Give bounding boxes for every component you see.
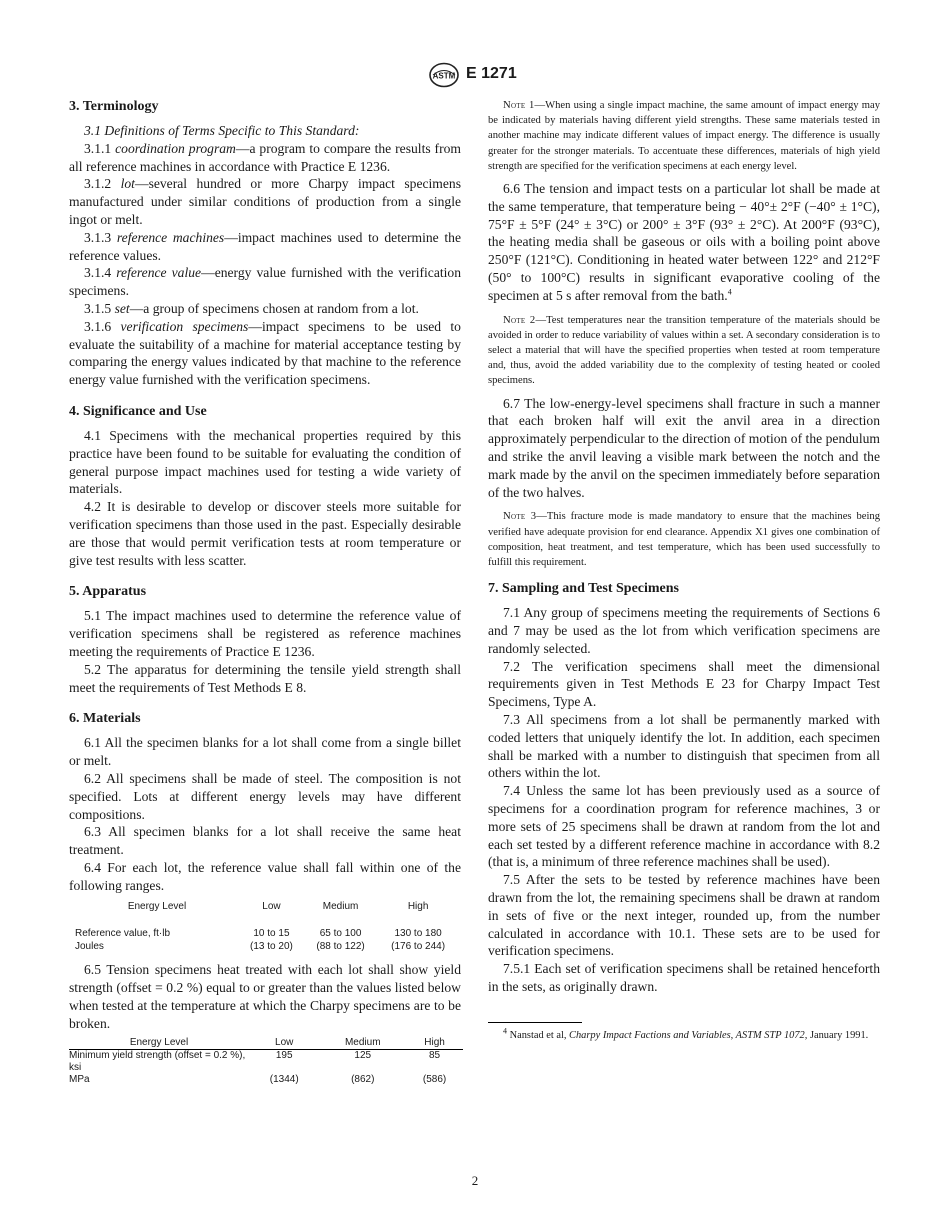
table-cell: 195 [275, 1049, 293, 1061]
note-2: Note 2—Test temperatures near the transition temperature of the materials should be avoided in order to reduce variability of values within a set. A secondary consideration is to select a material that will have the specified properties when tested at room temperature and, thus, avoid the added variability due to the complexity of testing heated or cooled specimens. [488, 314, 880, 387]
section-6-heading: 6. Materials [69, 711, 141, 727]
paragraph-6-2: 6.2 All specimens shall be made of steel. The composition is not specified. Lots at different energy levels may have different compositions. [69, 770, 461, 822]
paragraph-3-1-5: 3.1.5 set—a group of specimens chosen at random from a lot. [84, 300, 419, 316]
table-cell: MPa [69, 1073, 90, 1085]
paragraph-7-3: 7.3 All specimens from a lot shall be permanently marked with coded letters that uniquely identify the lot. In addition, each specimen shall be marked with a number to distinguish that specimen from all others within the lot. [488, 711, 880, 781]
table-row [69, 940, 459, 953]
paragraph-6-3: 6.3 All specimen blanks for a lot shall receive the same heat treatment. [69, 824, 461, 858]
paragraph-5-1: 5.1 The impact machines used to determine the reference value of verification specimens shall be registered as reference machines meeting the requirements of Practice E 1236. [69, 608, 461, 659]
table-header-cell: High [406, 1037, 463, 1050]
yield-strength-table [69, 1037, 463, 1086]
paragraph-6-4: 6.4 For each lot, the reference value shall fall within one of the following ranges. [69, 859, 461, 893]
energy-range-table [69, 900, 459, 953]
astm-logo-icon [428, 62, 460, 88]
table-row [69, 1074, 463, 1086]
table-header-cell: Low [249, 1037, 319, 1050]
paragraph-7-2: 7.2 The verification specimens shall meet the dimensional requirements given in Test Methods E 23 for Charpy Impact Test Specimens, Type A. [488, 658, 880, 710]
paragraph-4-1: 4.1 Specimens with the mechanical properties required by this practice have been found to be suitable for evaluating the condition of general purpose impact machines used for testing a wide variety of materials. [69, 427, 461, 497]
table-cell: (88 to 122) [316, 941, 365, 953]
section-5-heading: 5. Apparatus [69, 584, 147, 600]
table-header-cell: Energy Level [127, 901, 187, 913]
logo-text: ASTM [432, 71, 456, 81]
left-column [69, 98, 461, 1086]
page-number: 2 [471, 1173, 479, 1188]
footnote-divider [488, 1022, 582, 1023]
table-cell: 125 [354, 1049, 372, 1061]
paragraph-3-1-6: 3.1.6 verification specimens—impact specimens to be used to evaluate the suitability of a machine for material acceptance testing by comparing the energy values indicated by that machine to the reference energy value furnished with the verification specimens. [69, 318, 461, 388]
footnote-4: $^4$ Nanstad et al, Charpy Impact Factions and Variables, ASTM STP 1072, January 1991. [503, 1026, 869, 1041]
table-cell: 85 [428, 1049, 441, 1061]
paragraph-7-5: 7.5 After the sets to be tested by reference machines have been drawn from the lot, the remaining specimens shall be drawn at random in sets of five or the next integer, rounded up, from the number calculated in accordance with 10.1. These sets are to be used for verification specimens. [488, 872, 880, 959]
paragraph-7-1: 7.1 Any group of specimens meeting the requirements of Sections 6 and 7 may be used as the lot from which verification specimens are randomly selected. [488, 605, 880, 656]
table-header-cell: Energy Level [69, 1037, 249, 1050]
section-3-heading: 3. Terminology [69, 99, 159, 114]
paragraph-3-1-4: 3.1.4 reference value—energy value furnished with the verification specimens. [69, 265, 461, 299]
table-cell: (1344) [269, 1073, 299, 1085]
paragraph-6-6: 6.6 The tension and impact tests on a particular lot shall be made at the same temperature, that temperature being − 40°± 2°F (−40° ± 1°C), 75°F ± 5°F (24° ± 3°C) or 200° ± 3°F (93° ± 2°C). At 200°F (93°C), the heating media shall be gaseous or oils with a boiling point above 250°F (121°C). Conditioning in heated water between 122° and 212°F (50° to 100°C) results in significant evaporative cooling of the specimen at 5 s after removal from the bath.$^4$ [488, 181, 880, 303]
paragraph-3-1: 3.1 Definitions of Terms Specific to This Standard: [84, 123, 360, 138]
table-row [69, 1049, 463, 1074]
table-header-row [69, 900, 459, 927]
paragraph-6-1: 6.1 All the specimen blanks for a lot shall come from a single billet or melt. [69, 735, 461, 769]
table-row [69, 927, 459, 940]
table-cell: Reference value, ft·lb [75, 928, 171, 940]
section-7-heading: 7. Sampling and Test Specimens [488, 581, 679, 597]
paragraph-6-5: 6.5 Tension specimens heat treated with each lot shall show yield strength (offset = 0.2 %) equal to or greater than the values listed below when tested at the temperature at which the Charpy specimens are to be broken. [69, 962, 461, 1031]
note-1: Note 1—When using a single impact machine, the same amount of impact energy may be indicated by materials having different yield strengths. These same materials tested in another machine may indicate different values of impact energy. The difference is usually greater for the stronger materials. To accentuate these differences, materials of high yield strength are specified for the verification specimens at each energy level. [488, 100, 880, 172]
table-header-cell: High [407, 901, 429, 913]
paragraph-4-2: 4.2 It is desirable to develop or discover steels more suitable for verification specimens than those used in the past. Especially desirable are those that would permit verification tests at room temperature or give test results with less scatter. [69, 499, 461, 568]
document-number: E 1271 [466, 65, 517, 82]
paragraph-3-1-1: 3.1.1 coordination program—a program to compare the results from all reference machines in accordance with Practice E 1236. [69, 140, 461, 174]
table-cell: (586) [422, 1073, 447, 1085]
table-cell: (862) [351, 1073, 375, 1085]
paragraph-3-1-3: 3.1.3 reference machines—impact machines used to determine the reference values. [69, 229, 461, 263]
table-header-row [69, 1037, 463, 1050]
right-column [488, 98, 880, 1043]
note-3: Note 3—This fracture mode is made mandatory to ensure that the machines being verified have adequate provision for end clearance. Appendix X1 gives one combination of composition, heat treatment, and test temperature, which has been used successfully to fulfill this requirement. [488, 511, 880, 568]
table-cell: 130 to 180 [394, 928, 442, 940]
paragraph-7-4: 7.4 Unless the same lot has been previously used as a source of specimens for a coordination program for reference machines, 3 or more sets of 25 specimens shall be drawn at random from the lot and each set tested by a different reference machine in accordance with 8.2 (that is, a minimum of three reference machines shall be used). [488, 783, 880, 870]
table-cell: (13 to 20) [250, 941, 293, 953]
paragraph-5-2: 5.2 The apparatus for determining the tensile yield strength shall meet the requirements of Test Methods E 8. [69, 661, 461, 695]
paragraph-6-7: 6.7 The low-energy-level specimens shall fracture in such a manner that each broken half will exit the anvil area in a direction approximately perpendicular to the direction of motion of the pendulum and strike the anvil leaving a visible mark between the notch and the mark made by the anvil on the specimen immediately before separation of the two halves. [488, 395, 880, 500]
table-cell: (176 to 244) [391, 941, 446, 953]
paragraph-7-5-1: 7.5.1 Each set of verification specimens shall be retained henceforth in the sets, as originally drawn. [488, 961, 880, 994]
table-cell: Joules [75, 941, 104, 953]
table-cell: Minimum yield strength (offset = 0.2 %), ksi [69, 1049, 246, 1073]
section-4-heading: 4. Significance and Use [69, 403, 207, 419]
table-header-cell: Medium [322, 901, 359, 913]
table-header-cell: Low [262, 901, 281, 913]
page-header [0, 62, 950, 88]
paragraph-3-1-2: 3.1.2 lot—several hundred or more Charpy impact specimens manufactured under similar conditions of production from a single ingot or melt. [69, 176, 461, 227]
table-header-cell: Medium [319, 1037, 406, 1050]
table-cell: 65 to 100 [319, 928, 362, 940]
table-cell: 10 to 15 [253, 928, 290, 940]
